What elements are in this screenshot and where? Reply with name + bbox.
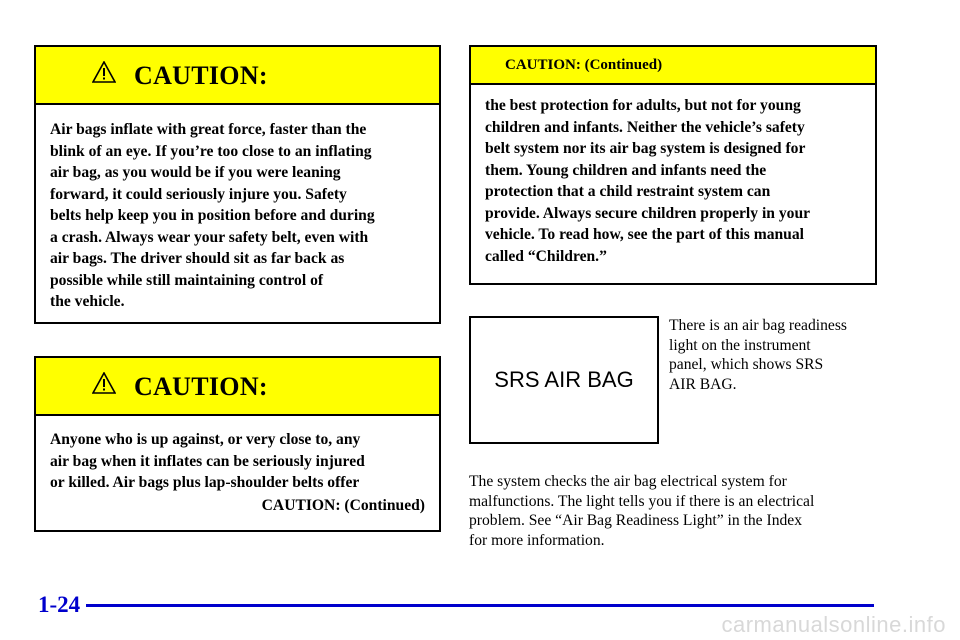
text-line: Air bags inflate with great force, faster than the (50, 121, 367, 138)
caution-header (471, 47, 875, 85)
indicator-label: SRS AIR BAG (494, 367, 634, 392)
text-line: children and infants. Neither the vehicle’s safety (485, 118, 805, 136)
text-line: problem. See “Air Bag Readiness Light” in the Index (469, 512, 803, 529)
caution-header (36, 47, 439, 105)
text-line: vehicle. To read how, see the part of this manual (485, 226, 804, 243)
caution-box-1 (34, 45, 441, 324)
warning-icon (92, 61, 116, 83)
text-line: Anyone who is up against, or very close to, any (50, 431, 361, 448)
caution-text (36, 416, 439, 516)
text-line: air bag, as you would be if you were leaning (50, 164, 341, 181)
caution-box-2 (34, 356, 441, 532)
text-line: a crash. Always wear your safety belt, even with (50, 228, 369, 246)
text-line: air bag when it inflates can be seriously injured (50, 452, 365, 470)
caution-text (471, 85, 875, 267)
text-line: belt system nor its air bag system is designed for (485, 140, 806, 157)
text-line: belts help keep you in position before and during (50, 207, 375, 224)
text-line: blink of an eye. If you’re too close to an inflating (50, 142, 372, 160)
text-line: malfunctions. The light tells you if there is an electrical (469, 492, 815, 510)
text-line: panel, which shows SRS (669, 356, 824, 373)
caution-title: CAUTION: (Continued) (505, 57, 663, 73)
text-line: the best protection for adults, but not for young (485, 97, 801, 114)
caution-box-continued (469, 45, 877, 285)
text-line: There is an air bag readiness (669, 317, 847, 334)
continued-label: CAUTION: (Continued) (261, 496, 425, 514)
text-line: forward, it could seriously injure you. Safety (50, 185, 347, 203)
watermark: carmanualsonline.info (721, 612, 946, 637)
body-paragraph (469, 472, 814, 550)
caution-title: CAUTION: (134, 372, 268, 401)
caution-title: CAUTION: (134, 61, 268, 90)
page-number: 1-24 (38, 592, 81, 617)
warning-icon (92, 372, 116, 394)
text-line: called “Children.” (485, 247, 607, 265)
text-line: AIR BAG. (669, 375, 737, 393)
text-line: the vehicle. (50, 293, 125, 310)
text-line: for more information. (469, 531, 605, 549)
text-line: protection that a child restraint system can (485, 183, 771, 200)
text-line: possible while still maintaining control of (50, 271, 324, 289)
text-line: The system checks the air bag electrical system for (469, 473, 787, 490)
text-line: air bags. The driver should sit as far back as (50, 250, 345, 267)
text-line: light on the instrument (669, 336, 811, 354)
text-line: provide. Always secure children properly in your (485, 204, 811, 222)
text-line: them. Young children and infants need the (485, 161, 767, 179)
text-line: or killed. Air bags plus lap-shoulder belts offer (50, 474, 360, 491)
srs-airbag-indicator (469, 316, 659, 444)
caution-text (36, 105, 439, 313)
caution-header (36, 358, 439, 416)
indicator-note (669, 316, 847, 394)
footer-rule (86, 604, 874, 607)
